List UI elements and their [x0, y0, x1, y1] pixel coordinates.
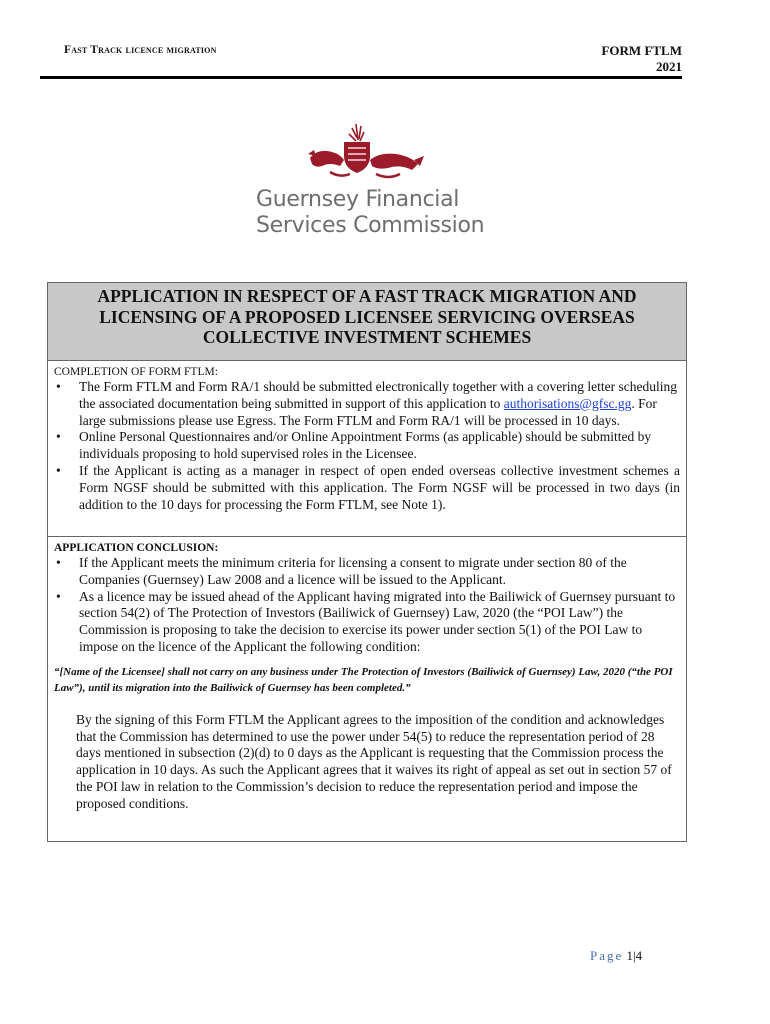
completion-list [54, 379, 680, 513]
bullet-icon: • [56, 555, 61, 570]
completion-bullet-2: Online Personal Questionnaires and/or Online Appointment Forms (as applicable) should be submitted by individuals proposing to hold supervised roles in the Licensee. [79, 429, 652, 462]
page-footer [590, 948, 642, 964]
application-title [48, 283, 686, 361]
completion-bullet-1-post: . For large submissions please use Egress. The Form FTLM and Form RA/1 will be processed in 10 days. [79, 395, 657, 428]
list-item [54, 379, 680, 429]
page-word: Page [590, 948, 624, 963]
title-line-1: APPLICATION IN RESPECT OF A FAST TRACK MIGRATION AND [97, 286, 637, 306]
email-link[interactable]: authorisations@gfsc.gg [503, 395, 632, 411]
list-item [54, 589, 680, 656]
logo-wordmark [256, 187, 484, 239]
bullet-icon: • [56, 588, 61, 604]
form-year: 2021 [656, 59, 682, 74]
title-line-2: LICENSING OF A PROPOSED LICENSEE SERVICING OVERSEAS [99, 306, 635, 327]
completion-heading: COMPLETION OF FORM FTLM: [54, 366, 218, 378]
completion-section [48, 361, 686, 537]
conclusion-list [54, 555, 680, 656]
conclusion-bullet-1: If the Applicant meets the minimum criteria for licensing a consent to migrate under section 80 of the Companies (Guernsey) Law 2008 and a licence will be issued to the Applicant. [79, 555, 627, 587]
header-left-title: Fast Track licence migration [64, 44, 217, 56]
bullet-icon: • [56, 462, 61, 478]
title-line-3: COLLECTIVE INVESTMENT SCHEMES [202, 327, 532, 347]
list-item [54, 429, 680, 463]
header-form-code [601, 43, 682, 75]
header-divider [40, 76, 682, 79]
bullet-icon: • [56, 429, 61, 445]
list-item [54, 463, 680, 513]
logo-line-1: Guernsey Financial [256, 187, 460, 212]
application-box [47, 282, 687, 842]
conclusion-heading: APPLICATION CONCLUSION: [54, 542, 219, 554]
bullet-icon: • [56, 379, 61, 394]
page-separator: | [633, 948, 636, 963]
logo-line-2: Services Commission [256, 213, 485, 238]
completion-bullet-3: If the Applicant is acting as a manager in respect of open ended overseas collective investment schemes a Form NGSF should be submitted with this application. The Form NGSF will be processed in two days (in addition to the 10 days for processing the Form FTLM, see Note 1). [79, 462, 680, 512]
page-total: 4 [635, 948, 643, 963]
completion-bullet-1-pre: The Form FTLM and Form RA/1 should be submitted electronically together with a covering letter scheduling the associated documentation being submitted in support of this application to [79, 379, 678, 411]
gfsc-crest-icon [300, 120, 430, 190]
list-item [54, 555, 680, 589]
page-number: 1 [626, 948, 634, 963]
form-code: FORM FTLM [601, 43, 682, 58]
condition-quote: “[Name of the Licensee] shall not carry on any business under The Protection of Investors (Bailiwick of Guernsey) Law, 2020 (“the POI Law”), until its migration into the Bailiwick of Guernsey has been completed.” [54, 665, 673, 694]
conclusion-section [48, 537, 686, 813]
agreement-paragraph: By the signing of this Form FTLM the Applicant agrees to the imposition of the condition and acknowledges that the Commission has determined to use the power under 54(5) to reduce the representation period of 28 days mentioned in subsection (2)(d) to 0 days as the Applicant is requesting that the Commission process the application in 10 days. As such the Applicant agrees that it waives its right of appeal as set out in section 57 of the POI law in relation to the Commission’s decision to reduce the representation period and impose the proposed conditions. [76, 711, 672, 811]
conclusion-bullet-2: As a licence may be issued ahead of the Applicant having migrated into the Bailiwick of Guernsey pursuant to section 54(2) of The Protection of Investors (Bailiwick of Guernsey) Law, 2020 (the “POI Law”) the Commission is proposing to take the decision to exercise its power under section 5(1) of the POI Law to impose on the licence of the Applicant the following condition: [79, 588, 676, 654]
